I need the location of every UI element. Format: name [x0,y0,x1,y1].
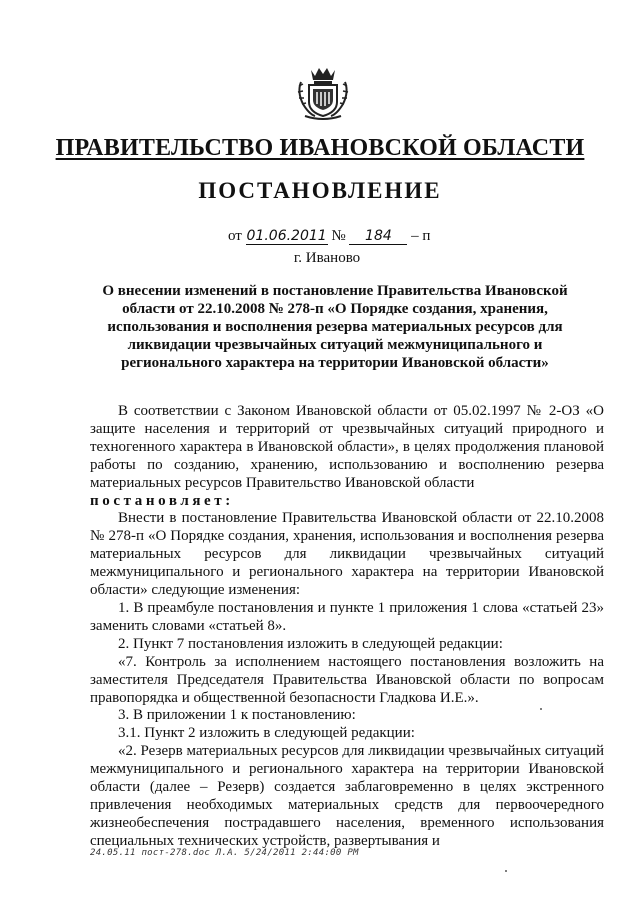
document-body [90,403,604,851]
date-value: 01.06.2011 [246,228,327,244]
resolves-keyword: постановляет: [90,492,234,509]
scan-speck [540,708,542,710]
number-value: 184 [349,228,407,245]
preamble-paragraph: В соответствии с Законом Ивановской области от 05.02.1997 № 2-ОЗ «О защите населения и территорий от чрезвычайных ситуаций природного и техногенного характера в Ивановской области», в целях продолжения плановой работы по созданию, хранению, использованию и восполнению резерва материальных ресурсов Правительство Ивановской области [90,403,604,491]
intro-paragraph: Внести в постановление Правительства Ивановской области от 22.10.2008 № 278-п «О Порядке создания, хранения, использования и восполнения резерва материальных ресурсов для ликвидации чрезвычайных ситуаций межмуниципального и регионального характера на территории Ивановской области» следующие изменения: [90,510,604,599]
document-type-heading: ПОСТАНОВЛЕНИЕ [198,178,442,203]
item-3-1: 3.1. Пункт 2 изложить в следующей редакции: [118,725,415,742]
coat-of-arms-icon [293,62,353,122]
item-2: 2. Пункт 7 постановления изложить в следующей редакции: [118,635,503,652]
item-3: 3. В приложении 1 к постановлению: [118,707,356,724]
item-3-1-text: «2. Резерв материальных ресурсов для ликвидации чрезвычайных ситуаций межмуниципального и регионального характера на территории Ивановской области (далее – Резерв) создается заблаговременно в целях экстренного привлечения необходимых материальных средств для первоочередного жизнеобеспечения пострадавшего населения, временного использования специальных технических устройств, развертывания и [90,743,604,849]
document-title: О внесении изменений в постановление Правительства Ивановской области от 22.10.2008 № 278-п «О Порядке создания, хранения, использования и восполнения резерва материальных ресурсов для ликвидации чрезвычайных ситуаций межмуниципального и регионального характера на территории Ивановской области» [102,283,568,371]
item-1: 1. В преамбуле постановления и пункте 1 приложения 1 слова «статьей 23» заменить словами «статьей 8». [90,599,604,634]
scan-speck [505,870,507,872]
document-date-number [228,228,430,245]
date-prefix: от [228,228,242,244]
item-2-text: «7. Контроль за исполнением настоящего постановления возложить на заместителя Председателя Правительства Ивановской области по вопросам правопорядка и общественной безопасности Гладкова И.Е.». [90,653,604,706]
number-suffix: – п [411,228,431,244]
coat-of-arms-emblem [293,62,353,122]
number-prefix: № [331,228,346,244]
organization-heading: ПРАВИТЕЛЬСТВО ИВАНОВСКОЙ ОБЛАСТИ [55,135,585,161]
city-line: г. Иваново [293,250,361,266]
file-footer: 24.05.11 пост-278.doc Л.А. 5/24/2011 2:44:00 PM [90,848,359,858]
